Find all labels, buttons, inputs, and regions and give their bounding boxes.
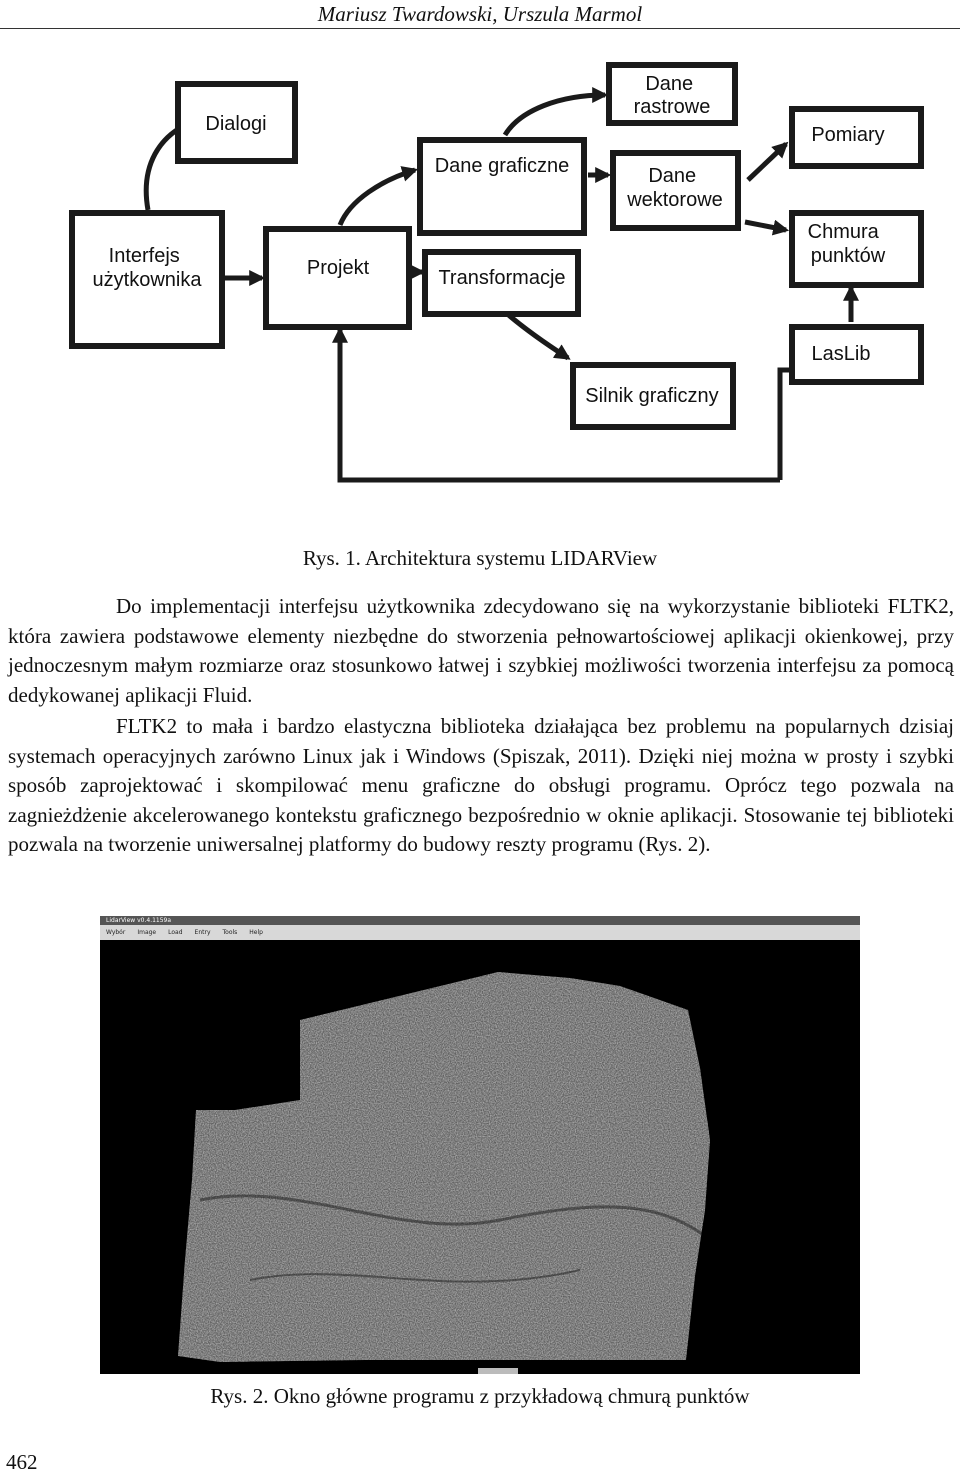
box-interfejs [72,213,222,346]
box-pomiary [792,109,921,166]
menu-item-entry[interactable]: Entry [194,929,211,936]
line-laslib-silnik [780,370,790,480]
body-paragraph-1: Do implementacji interfejsu użytkownika zdecydowano się na wykorzystanie biblioteki FLTK2, która zawiera podstawowe elementy niezbędne do stworzenia pełnowartościowej aplikacji okienkowej, przy jednoczesnym małym rozmiarze oraz stosunkowo łatwej i szybkiej możliwości tworzenia interfejsu za pomocą dedykowanej aplikacji Fluid. [8,594,954,707]
box-dialogi [178,84,295,161]
window-titlebar [100,916,860,925]
page-number: 462 [6,1450,38,1474]
svg-text:Silnik graficzny [585,385,718,407]
box-interfejs-label-2: użytkownika [92,269,202,291]
architecture-diagram [0,40,960,540]
menu-item-help[interactable]: Help [249,929,263,936]
box-dane-rastrowe-label-1: Dane [645,73,694,95]
box-dialogi-label: Dialogi [205,113,267,135]
menu-bar [100,925,860,940]
svg-text:LasLib [812,343,871,365]
menu-item-image[interactable]: Image [137,929,157,936]
box-silnik-label: Silnik graficzny [585,385,719,407]
box-dane-graficzne-label: Dane graficzne [434,155,570,177]
status-widget [478,1368,518,1374]
box-laslib [792,327,921,382]
arrow-wektorowe-pomiary [748,144,786,180]
svg-text:Projekt [307,257,370,279]
box-laslib-label: LasLib [811,343,871,365]
application-window-screenshot [100,916,860,1374]
box-silnik-graficzny [573,365,733,427]
box-interfejs-label-1: Interfejs [108,245,180,267]
point-cloud-view [100,940,860,1374]
window-title: LidarView v0.4.1159a [106,917,172,924]
box-dane-wektorowe-label-2: wektorowe [627,189,723,211]
figure-1-caption: Rys. 1. Architektura systemu LIDARView [302,546,658,570]
arrow-projekt-dane-graficzne [340,170,415,225]
arrow-wektorowe-chmura [745,222,786,230]
box-dane-rastrowe-label-2: rastrowe [633,96,711,118]
svg-text:Dialogi [205,113,266,135]
figure-2-caption: Rys. 2. Okno główne programu z przykładową chmurą punktów [210,1384,750,1408]
menu-item-load[interactable]: Load [168,929,183,936]
box-transformacje-label: Transformacje [438,267,566,289]
running-head: Mariusz Twardowski, Urszula Marmol [0,0,960,29]
box-projekt [266,229,409,327]
arrow-transformacje-silnik [505,312,568,358]
body-paragraph-2: FLTK2 to mała i bardzo elastyczna biblioteka działająca bez problemu na popularnych dzisiaj systemach operacyjnych zarówno Linux jak i Windows (Spiszak, 2011). Dzięki niej można w prosty i szybki sposób zaprojektować i skompilować menu graficzne do obsługi programu. Oprócz tego pozwala na zagnieżdżenie akcelerowanego kontekstu graficznego bezpośrednio w oknie aplikacji. Stosowanie tej biblioteki pozwala na tworzenie uniwersalnej platformy do budowy reszty programu (Rys. 2). [8,714,954,856]
box-chmura-punktow [792,213,921,285]
svg-text:Transformacje [438,267,565,289]
box-pomiary-label: Pomiary [811,124,885,146]
box-dane-rastrowe [609,65,735,123]
box-dane-wektorowe [613,153,738,228]
svg-text:Dane graficzne [435,155,570,177]
arrow-dane-graficzne-rastrowe [505,95,605,135]
box-chmura-label-2: punktów [810,245,886,267]
menu-item-tools[interactable]: Tools [222,929,238,936]
box-dane-wektorowe-label-1: Dane [648,165,697,187]
box-chmura-label-1: Chmura [807,221,879,243]
box-projekt-label: Projekt [306,257,370,279]
svg-text:Pomiary [811,124,884,146]
menu-item-wybor[interactable]: Wybór [106,929,126,936]
box-dane-graficzne [420,140,584,233]
box-transformacje [425,252,578,314]
